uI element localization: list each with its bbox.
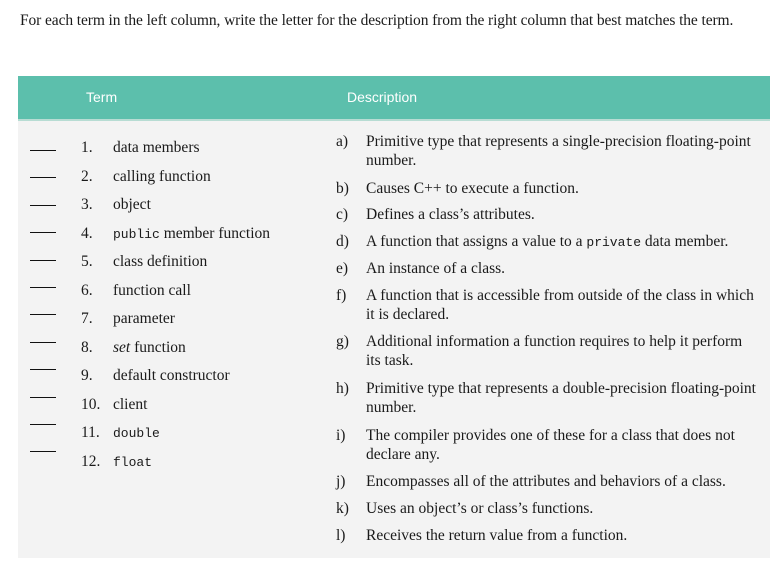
header-divider — [18, 119, 770, 121]
term-item: 11. double — [81, 424, 160, 441]
description-item: l) Receives the return value from a function. — [336, 527, 628, 544]
instructions: For each term in the left column, write the letter for the description from the right column that best matches the term. — [20, 12, 734, 29]
answer-blank-10[interactable] — [30, 397, 56, 398]
answer-blank-8[interactable] — [30, 342, 56, 343]
term-item: 6. function call — [81, 281, 191, 299]
term-item: 7. parameter — [81, 310, 175, 327]
answer-blank-12[interactable] — [30, 451, 56, 452]
term-item: 8. set function — [81, 338, 186, 356]
answer-blanks — [30, 150, 56, 479]
description-item: d) A function that assigns a value to a private data member. — [336, 233, 729, 250]
description-item: k) Uses an object’s or class’s functions. — [336, 500, 594, 517]
description-item: h) Primitive type that represents a double-precision floating-point number. — [336, 380, 756, 416]
answer-blank-4[interactable] — [30, 232, 56, 233]
answer-blank-7[interactable] — [30, 314, 56, 315]
term-item: 2. calling function — [81, 167, 211, 185]
term-item: 1. data members — [81, 139, 200, 156]
description-item: i) The compiler provides one of these for a class that does not declare any. — [336, 427, 735, 463]
term-item: 5. class definition — [81, 253, 208, 270]
answer-blank-2[interactable] — [30, 177, 56, 178]
answer-blank-6[interactable] — [30, 287, 56, 288]
term-list — [81, 134, 270, 476]
description-item: j) Encompasses all of the attributes and behaviors of a class. — [336, 473, 726, 490]
answer-blank-3[interactable] — [30, 205, 56, 206]
term-item: 9. default constructor — [81, 367, 230, 384]
answer-blank-9[interactable] — [30, 369, 56, 370]
description-item: g) Additional information a function requires to help it perform its task. — [336, 333, 743, 369]
term-item: 3. object — [81, 196, 151, 213]
description-item: e) An instance of a class. — [336, 260, 506, 277]
answer-blank-11[interactable] — [30, 424, 56, 425]
table-header — [18, 76, 770, 119]
matching-table — [18, 76, 770, 558]
term-column-header: Term — [86, 89, 118, 105]
term-item: 4. public member function — [81, 224, 271, 242]
description-column-header: Description — [347, 89, 418, 105]
answer-blank-1[interactable] — [30, 150, 56, 151]
description-item: a) Primitive type that represents a single-precision floating-point number. — [336, 133, 751, 169]
term-item: 10. client — [81, 395, 148, 413]
description-item: f) A function that is accessible from outside of the class in which it is declared. — [336, 287, 754, 323]
answer-blank-5[interactable] — [30, 260, 56, 261]
term-item: 12. float — [81, 452, 153, 470]
description-item: c) Defines a class’s attributes. — [336, 206, 535, 223]
description-item: b) Causes C++ to execute a function. — [336, 180, 579, 197]
